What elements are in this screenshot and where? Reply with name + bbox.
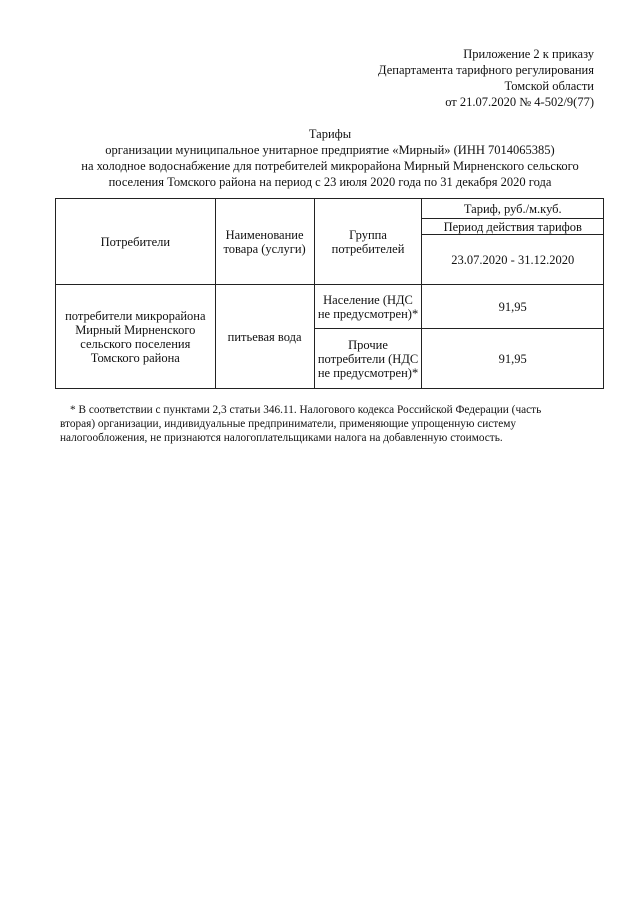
title-line: организации муниципальное унитарное предприятие «Мирный» (ИНН 7014065385) — [105, 143, 555, 157]
consumer-cell: потребители микрорайона Мирный Мирненского сельского поселения Томского района — [56, 285, 216, 389]
title-line: на холодное водоснабжение для потребителей микрорайона Мирный Мирненского сельского — [81, 159, 579, 173]
product-cell: питьевая вода — [215, 285, 314, 389]
title-line: поселения Томского района на период с 23 июля 2020 года по 31 декабря 2020 года — [108, 175, 552, 189]
header-consumers: Потребители — [56, 199, 216, 285]
header-tariff: Тариф, руб./м.куб. — [422, 199, 604, 219]
tariff-table — [55, 198, 604, 389]
tariff-value: 91,95 — [422, 285, 604, 329]
group-cell: Прочие потребители (НДС не предусмотрен)* — [314, 329, 422, 389]
footnote — [60, 403, 580, 445]
appendix-date-number: от 21.07.2020 № 4-502/9(77) — [445, 95, 594, 109]
appendix-line: Департамента тарифного регулирования — [378, 63, 594, 77]
appendix-line: Томской области — [504, 79, 594, 93]
header-group: Группа потребителей — [314, 199, 422, 285]
appendix-line: Приложение 2 к приказу — [463, 47, 594, 61]
title-heading: Тарифы — [308, 127, 352, 141]
footnote-line: налогообложения, не признаются налогоплательщиками налога на добавленную стоимость. — [60, 432, 503, 444]
tariff-value: 91,95 — [422, 329, 604, 389]
appendix-reference — [294, 46, 594, 110]
group-cell: Население (НДС не предусмотрен)* — [314, 285, 422, 329]
header-period-value: 23.07.2020 - 31.12.2020 — [422, 235, 604, 285]
header-period: Период действия тарифов — [422, 219, 604, 235]
footnote-line: * В соответствии с пунктами 2,3 статьи 346.11. Налогового кодекса Российской Федерации (часть — [70, 404, 542, 416]
footnote-line: вторая) организации, индивидуальные предприниматели, применяющие упрощенную систему — [60, 418, 517, 430]
header-product: Наименование товара (услуги) — [215, 199, 314, 285]
document-title — [40, 126, 620, 190]
